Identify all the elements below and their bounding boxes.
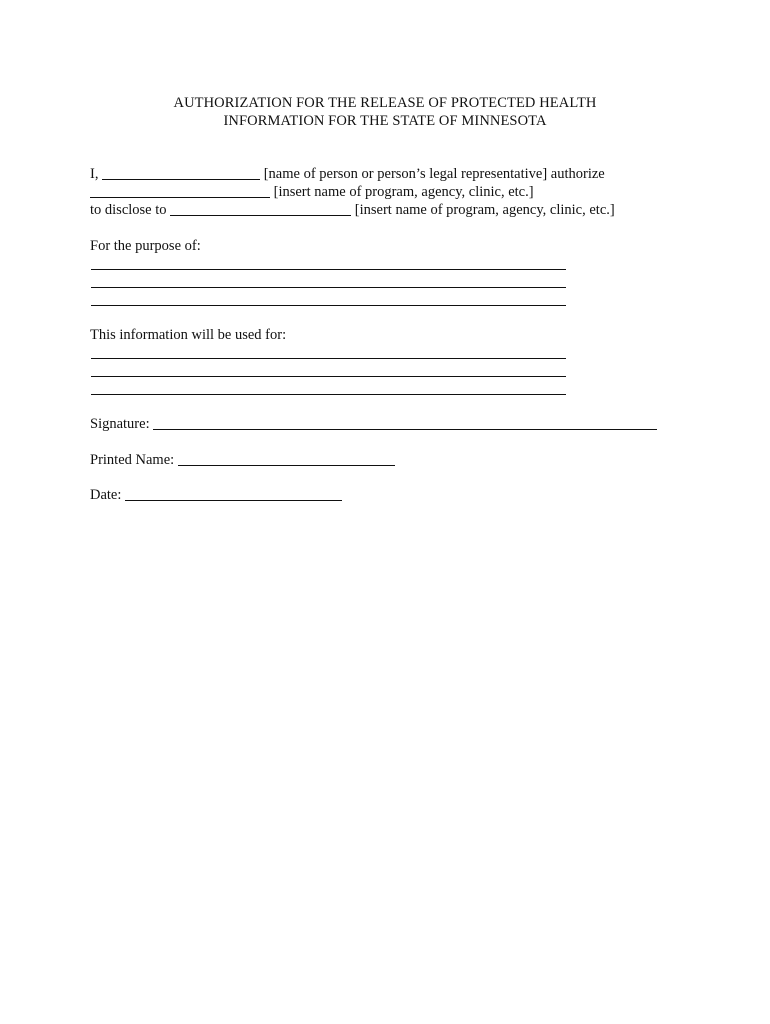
person-name-hint: [name of person or person’s legal representative] authorize [260,166,605,182]
purpose-label: For the purpose of: [90,238,201,254]
use-blank-line-2[interactable] [91,376,566,377]
use-blank-line-3[interactable] [91,394,566,395]
program-name-hint: [insert name of program, agency, clinic, etc.] [270,184,534,200]
document-title-line-1: AUTHORIZATION FOR THE RELEASE OF PROTECTED HEALTH [173,95,597,111]
disclose-prefix: to disclose to [90,202,171,218]
authorization-prefix: I, [90,166,103,182]
printed-name-label: Printed Name: [90,452,178,468]
document-title-line-2: INFORMATION FOR THE STATE OF MINNESOTA [223,113,547,129]
purpose-blank-line-2[interactable] [91,287,566,288]
disclose-to-hint: [insert name of program, agency, clinic, etc.] [351,202,615,218]
signature-line [90,415,657,433]
disclose-to-blank[interactable] [170,202,351,216]
purpose-blank-line-3[interactable] [91,305,566,306]
printed-name-line [90,451,395,469]
signature-blank[interactable] [153,416,657,430]
authorization-line-2 [90,183,534,201]
purpose-blank-line-1[interactable] [91,269,566,270]
use-label: This information will be used for: [90,327,287,343]
printed-name-blank[interactable] [178,452,395,466]
signature-label: Signature: [90,416,154,432]
date-blank[interactable] [125,487,342,501]
date-label: Date: [90,487,126,503]
person-name-blank[interactable] [102,166,260,180]
authorization-line-3 [90,201,615,219]
authorization-line-1 [90,165,605,183]
use-blank-line-1[interactable] [91,358,566,359]
program-name-blank[interactable] [90,184,270,198]
date-line [90,486,342,504]
